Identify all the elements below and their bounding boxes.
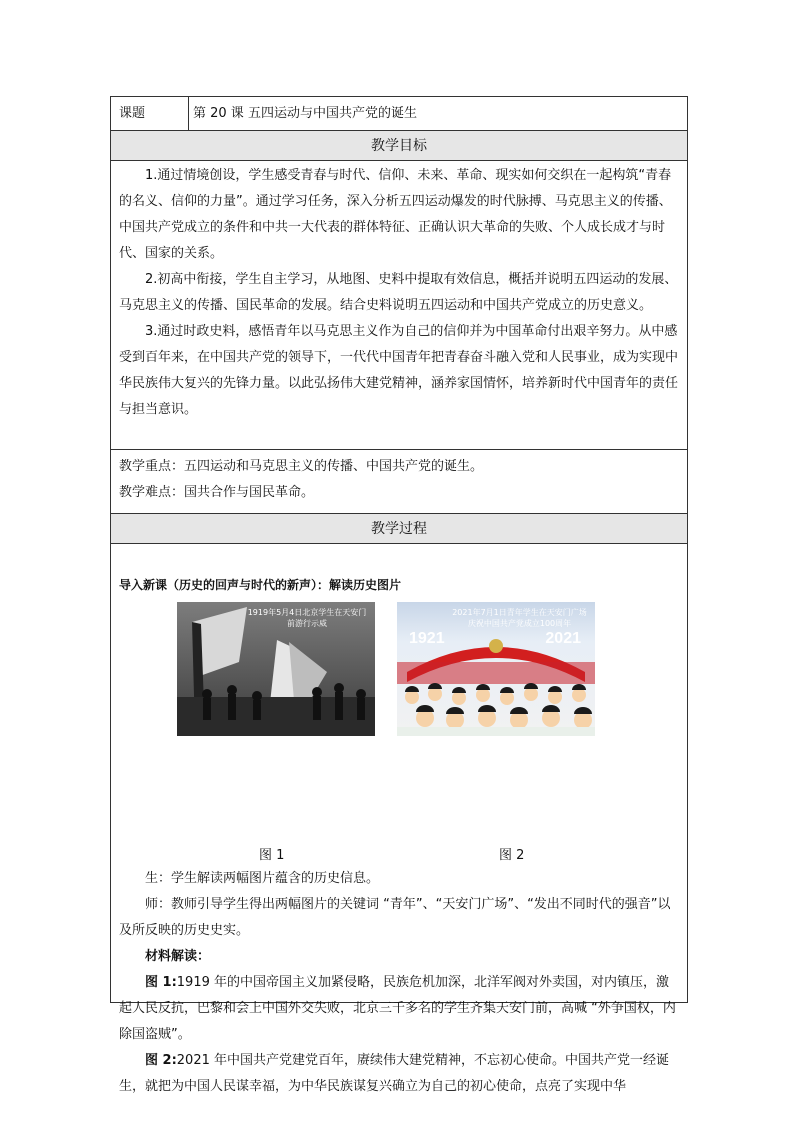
figure-2-photo [397, 602, 595, 736]
difficulties: 教学难点：国共合作与国民革命。 [119, 485, 315, 500]
material-title: 材料解读： [145, 949, 211, 964]
section-process-title: 教学过程 [371, 521, 427, 537]
section-goals-heading [111, 131, 687, 161]
figure-1-photo [177, 602, 375, 736]
section-process-heading [111, 514, 687, 544]
figure-1-interpretation-text: 1919 年的中国帝国主义加紧侵略，民族危机加深，北洋军阀对外卖国，对内镇压，激起人民反抗，巴黎和会上中国外交失败，北京三千多名的学生齐集天安门前，高喊 “外争国权，内除国盗贼”。 [119, 975, 676, 1042]
key-points-cell [111, 450, 687, 514]
figure-1-overlay-caption: 1919年5月4日北京学生在天安门前游行示威 [247, 608, 367, 628]
section-goals-title: 教学目标 [371, 138, 427, 154]
figure-2-year-right: 2021 [545, 630, 581, 647]
figure-2-interpretation [111, 1048, 687, 1100]
key-points: 教学重点：五四运动和马克思主义的传播、中国共产党的诞生。 [119, 459, 484, 474]
topic-value: 第 20 课 五四运动与中国共产党的诞生 [193, 106, 417, 121]
goal-item: 1.通过情境创设，学生感受青春与时代、信仰、未来、革命、现实如何交织在一起构筑“青春的名义、信仰的力量”。通过学习任务，深入分析五四运动爆发的时代脉搏、马克思主义的传播、中国共产党成立的条件和中共一大代表的群体特征、正确认识大革命的失败、个人成长成才与时代、国家的关系。 [119, 168, 672, 261]
figure-1-interpretation-label: 图 1: [145, 975, 177, 990]
goal-item: 3.通过时政史料，感悟青年以马克思主义作为自己的信仰并为中国革命付出艰辛努力。从中感受到百年来，在中国共产党的领导下，一代代中国青年把青春奋斗融入党和人民事业，成为实现中华民族伟大复兴的先锋力量。以此弘扬伟大建党精神，涵养家国情怀，培养新时代中国青年的责任与担当意识。 [119, 324, 679, 417]
process-text [111, 866, 687, 1100]
intro-title: 导入新课（历史的回声与时代的新声）：解读历史图片 [119, 578, 402, 592]
figure-2-interpretation-label: 图 2: [145, 1053, 177, 1068]
figure-2-overlay-caption: 2021年7月1日青年学生在天安门广场庆祝中国共产党成立100周年 [452, 608, 587, 628]
topic-label: 课题 [111, 97, 189, 130]
figure-1-label: 图 1 [259, 848, 285, 863]
lesson-plan-table [110, 96, 688, 1094]
figure-2-year-left: 1921 [409, 630, 445, 647]
figure-1-interpretation [111, 970, 687, 1048]
teacher-activity: 师：教师引导学生得出两幅图片的关键词 “青年”、“天安门广场”、“发出不同时代的强音”以及所反映的历史史实。 [119, 897, 671, 938]
figure-2-label: 图 2 [499, 848, 525, 863]
process-cell [111, 544, 687, 1094]
figure-2-interpretation-text: 2021 年中国共产党建党百年，赓续伟大建党精神，不忘初心使命。中国共产党一经诞生，就把为中国人民谋幸福，为中华民族谋复兴确立为自己的初心使命，点亮了实现中华 [119, 1053, 669, 1094]
student-activity: 生：学生解读两幅图片蕴含的历史信息。 [145, 871, 380, 886]
goals-cell [111, 161, 687, 450]
header-row [111, 97, 687, 131]
goal-item: 2.初高中衔接，学生自主学习，从地图、史料中提取有效信息，概括并说明五四运动的发展、马克思主义的传播、国民革命的发展。结合史料说明五四运动和中国共产党成立的历史意义。 [119, 272, 678, 313]
